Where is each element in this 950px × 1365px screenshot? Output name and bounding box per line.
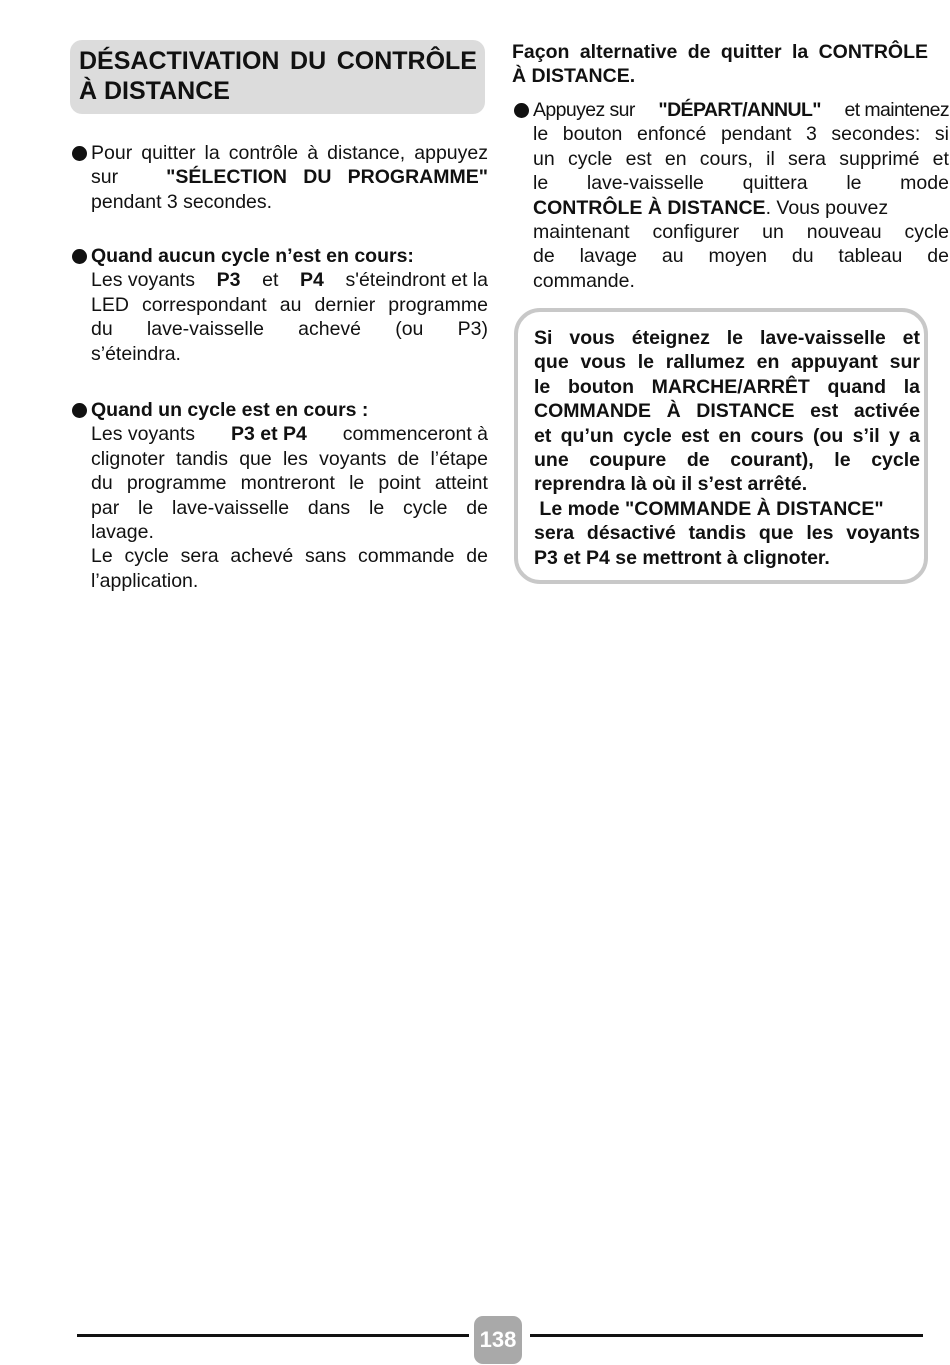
- word: cycle: [871, 449, 920, 472]
- text-line: [91, 496, 488, 520]
- word: du: [91, 472, 113, 495]
- word: la: [903, 375, 920, 398]
- remote-control-mode-label: CONTRÔLE À DISTANCE: [533, 196, 766, 219]
- word: le: [349, 472, 365, 495]
- word: tandis: [688, 522, 747, 545]
- note-line: [534, 448, 920, 472]
- word: y: [888, 424, 900, 447]
- word: est: [625, 147, 652, 170]
- word: appuyez: [414, 142, 488, 164]
- word: du: [91, 318, 113, 341]
- note-line: P3 et P4 se mettront à clignoter.: [534, 546, 830, 569]
- bullet-dot-icon: [72, 403, 87, 418]
- footer-rule-left: [77, 1334, 469, 1337]
- bullet-quit-remote: [70, 141, 488, 214]
- word: nouveau: [806, 221, 882, 244]
- word: configurer: [652, 221, 740, 244]
- word: DÉSACTIVATION: [79, 47, 280, 75]
- word: de: [466, 496, 488, 519]
- word: les: [282, 447, 308, 470]
- note-line: reprendra là où il s’est arrêté.: [534, 473, 808, 496]
- word: a: [909, 424, 920, 447]
- bullet-start-cancel: [512, 98, 949, 293]
- bullet-cycle-running: [70, 398, 488, 593]
- word: de: [686, 449, 710, 472]
- word: par: [91, 496, 120, 519]
- word: un: [533, 147, 555, 170]
- word: coupure: [589, 449, 667, 472]
- word: au: [661, 245, 684, 268]
- word: achevé: [298, 318, 362, 341]
- text-line: [91, 471, 488, 495]
- word: de: [687, 41, 711, 63]
- text-line: [533, 244, 949, 268]
- word: et: [534, 424, 552, 447]
- word: sera: [788, 147, 826, 170]
- right-column: [512, 40, 949, 569]
- word: en: [718, 424, 742, 447]
- word: quand: [827, 375, 887, 398]
- bullet-dot-icon: [72, 146, 87, 161]
- indicator-p4: P4: [300, 269, 324, 292]
- word: alternative: [579, 41, 678, 63]
- word: il: [766, 147, 775, 170]
- word: au: [279, 293, 302, 316]
- word: lave-vaisselle: [759, 327, 886, 349]
- power-cut-note-box: [514, 308, 928, 584]
- bullet-no-cycle: [70, 244, 488, 366]
- note-line: Le mode "COMMANDE À DISTANCE": [534, 497, 884, 520]
- word: est: [810, 400, 839, 423]
- word: (ou: [395, 318, 424, 341]
- note-line: [534, 350, 920, 374]
- footer-rule-right: [530, 1334, 923, 1337]
- word: le: [726, 327, 744, 349]
- text-line: [533, 98, 949, 122]
- text-line: l’application.: [91, 569, 199, 592]
- word: le: [637, 351, 654, 374]
- title-line-1: [79, 46, 477, 76]
- word: éteignez: [631, 327, 710, 349]
- word: mode: [900, 172, 949, 195]
- alternative-exit-heading: [512, 40, 928, 88]
- word: Façon: [512, 41, 570, 63]
- word: commande: [358, 545, 455, 568]
- word: CONTRÔLE: [336, 47, 477, 75]
- word: Le: [91, 545, 113, 568]
- word: Si: [534, 327, 553, 349]
- word: le: [846, 172, 862, 195]
- text-line: commande.: [533, 269, 635, 292]
- word: rallumez: [665, 351, 745, 374]
- bullet-heading: Quand un cycle est en cours :: [91, 399, 369, 421]
- word: voyants: [319, 447, 387, 470]
- word: vous: [569, 327, 615, 349]
- word: en: [664, 147, 687, 170]
- word: cycle: [124, 545, 169, 568]
- word: si: [934, 123, 949, 146]
- text-span: sur: [91, 166, 119, 189]
- word: correspondant: [142, 293, 267, 316]
- word: Pour: [91, 142, 133, 164]
- word: voyants: [846, 522, 920, 545]
- note-line: [534, 521, 920, 545]
- word: le: [368, 496, 385, 519]
- word: que: [534, 351, 569, 374]
- text-span: Les voyants: [91, 269, 196, 292]
- indicator-p3: P3: [216, 269, 241, 292]
- word: de: [466, 545, 488, 568]
- word: sera: [534, 522, 575, 545]
- word: quitter: [141, 142, 196, 164]
- word: quitter: [720, 41, 782, 63]
- word: tableau: [838, 245, 903, 268]
- text-span: et maintenez: [844, 99, 949, 121]
- bullet-dot-icon: [72, 249, 87, 264]
- text-line: s’éteindra.: [91, 342, 181, 365]
- word: à: [307, 142, 319, 164]
- word: activée: [853, 400, 920, 423]
- word: que: [239, 447, 272, 470]
- word: le: [534, 375, 551, 398]
- word: DU: [290, 47, 327, 75]
- word: tandis: [175, 447, 228, 470]
- word: secondes:: [831, 123, 921, 146]
- text-line: [91, 141, 488, 165]
- word: 3: [806, 123, 817, 146]
- word: de: [927, 245, 949, 268]
- word: montreront: [240, 472, 335, 495]
- word: lave-vaisselle: [586, 172, 704, 195]
- note-line: [534, 375, 920, 399]
- word: programme: [126, 472, 227, 495]
- word: clignoter: [91, 447, 165, 470]
- text-line: lavage.: [91, 521, 154, 544]
- word: de: [397, 447, 420, 470]
- word: cycle: [622, 424, 672, 447]
- word: s’il: [852, 424, 880, 447]
- text-span: Appuyez sur: [533, 99, 635, 121]
- word: contrôle: [228, 142, 299, 164]
- word: À: [666, 400, 681, 423]
- word: cycle: [904, 221, 949, 244]
- program-selection-label: "SÉLECTION DU PROGRAMME": [166, 166, 488, 189]
- bullet-dot-icon: [514, 103, 529, 118]
- word: qu’un: [560, 424, 614, 447]
- text-line: pendant 3 secondes.: [91, 190, 273, 213]
- word: de: [533, 245, 555, 268]
- word: P3): [457, 318, 488, 341]
- word: atteint: [434, 472, 488, 495]
- word: que: [758, 522, 794, 545]
- left-column: [70, 40, 488, 592]
- word: bouton: [562, 123, 623, 146]
- word: achevé: [230, 545, 294, 568]
- word: lave-vaisselle: [172, 496, 290, 519]
- note-line: [534, 424, 920, 448]
- text-line: [91, 293, 488, 317]
- page-number: 138: [474, 1316, 522, 1364]
- text-line: [533, 171, 949, 195]
- word: quittera: [742, 172, 808, 195]
- word: programme: [388, 293, 488, 316]
- text-line: [91, 544, 488, 568]
- word: lave-vaisselle: [146, 318, 264, 341]
- word: la: [204, 142, 220, 164]
- section-title: [70, 40, 485, 114]
- word: COMMANDE: [534, 400, 651, 423]
- text-span: . Vous pouvez: [765, 196, 889, 219]
- word: et: [932, 147, 949, 170]
- word: enfoncé: [636, 123, 707, 146]
- word: MARCHE/ARRÊT: [651, 375, 810, 398]
- word: le: [834, 449, 851, 472]
- word: appuyant: [791, 351, 878, 374]
- word: en: [756, 351, 780, 374]
- word: le: [533, 172, 549, 195]
- text-line: [533, 147, 949, 171]
- word: cours: [750, 424, 804, 447]
- note-text: [534, 326, 920, 570]
- word: point: [378, 472, 421, 495]
- word: LED: [91, 293, 129, 316]
- word: cycle: [402, 496, 448, 519]
- word: un: [762, 221, 784, 244]
- note-line: [534, 326, 920, 350]
- word: sera: [180, 545, 219, 568]
- text-line: [533, 196, 949, 220]
- bullet-heading: Quand aucun cycle n’est en cours:: [91, 245, 414, 267]
- word: cours,: [699, 147, 753, 170]
- text-line: [533, 220, 949, 244]
- word: cycle: [567, 147, 613, 170]
- word: maintenant: [533, 221, 630, 244]
- text-span: Les voyants: [91, 423, 196, 446]
- word: les: [806, 522, 834, 545]
- word: DISTANCE: [696, 400, 795, 423]
- word: dernier: [314, 293, 376, 316]
- text-span: s'éteindront et la: [345, 269, 488, 292]
- word: et: [902, 327, 920, 349]
- word: courant),: [730, 449, 814, 472]
- word: le: [138, 496, 154, 519]
- text-line: [91, 422, 488, 446]
- note-line: [534, 399, 920, 423]
- text-line: [91, 447, 488, 471]
- word: vous: [580, 351, 626, 374]
- indicators-p3-p4: P3 et P4: [230, 423, 307, 446]
- word: dans: [307, 496, 351, 519]
- text-span: et: [262, 269, 279, 292]
- word: distance,: [327, 142, 406, 164]
- word: CONTRÔLE: [818, 41, 928, 63]
- word: pendant: [720, 123, 792, 146]
- word: lavage: [579, 245, 638, 268]
- word: désactivé: [586, 522, 676, 545]
- word: sans: [305, 545, 347, 568]
- text-line: [91, 317, 488, 341]
- text-line: [533, 122, 949, 146]
- heading-line: [512, 40, 928, 64]
- word: la: [791, 41, 809, 63]
- word: du: [791, 245, 814, 268]
- text-line: [91, 165, 488, 189]
- word: moyen: [708, 245, 767, 268]
- word: l’étape: [430, 447, 488, 470]
- word: une: [534, 449, 569, 472]
- word: le: [533, 123, 549, 146]
- start-cancel-label: "DÉPART/ANNUL": [658, 99, 821, 121]
- text-span: commenceront à: [342, 423, 488, 446]
- word: supprimé: [839, 147, 920, 170]
- heading-line: À DISTANCE.: [512, 65, 636, 87]
- title-line-2: À DISTANCE: [79, 77, 230, 105]
- word: bouton: [567, 375, 634, 398]
- word: (ou: [812, 424, 844, 447]
- word: sur: [889, 351, 920, 374]
- word: est: [681, 424, 710, 447]
- text-line: [91, 268, 488, 292]
